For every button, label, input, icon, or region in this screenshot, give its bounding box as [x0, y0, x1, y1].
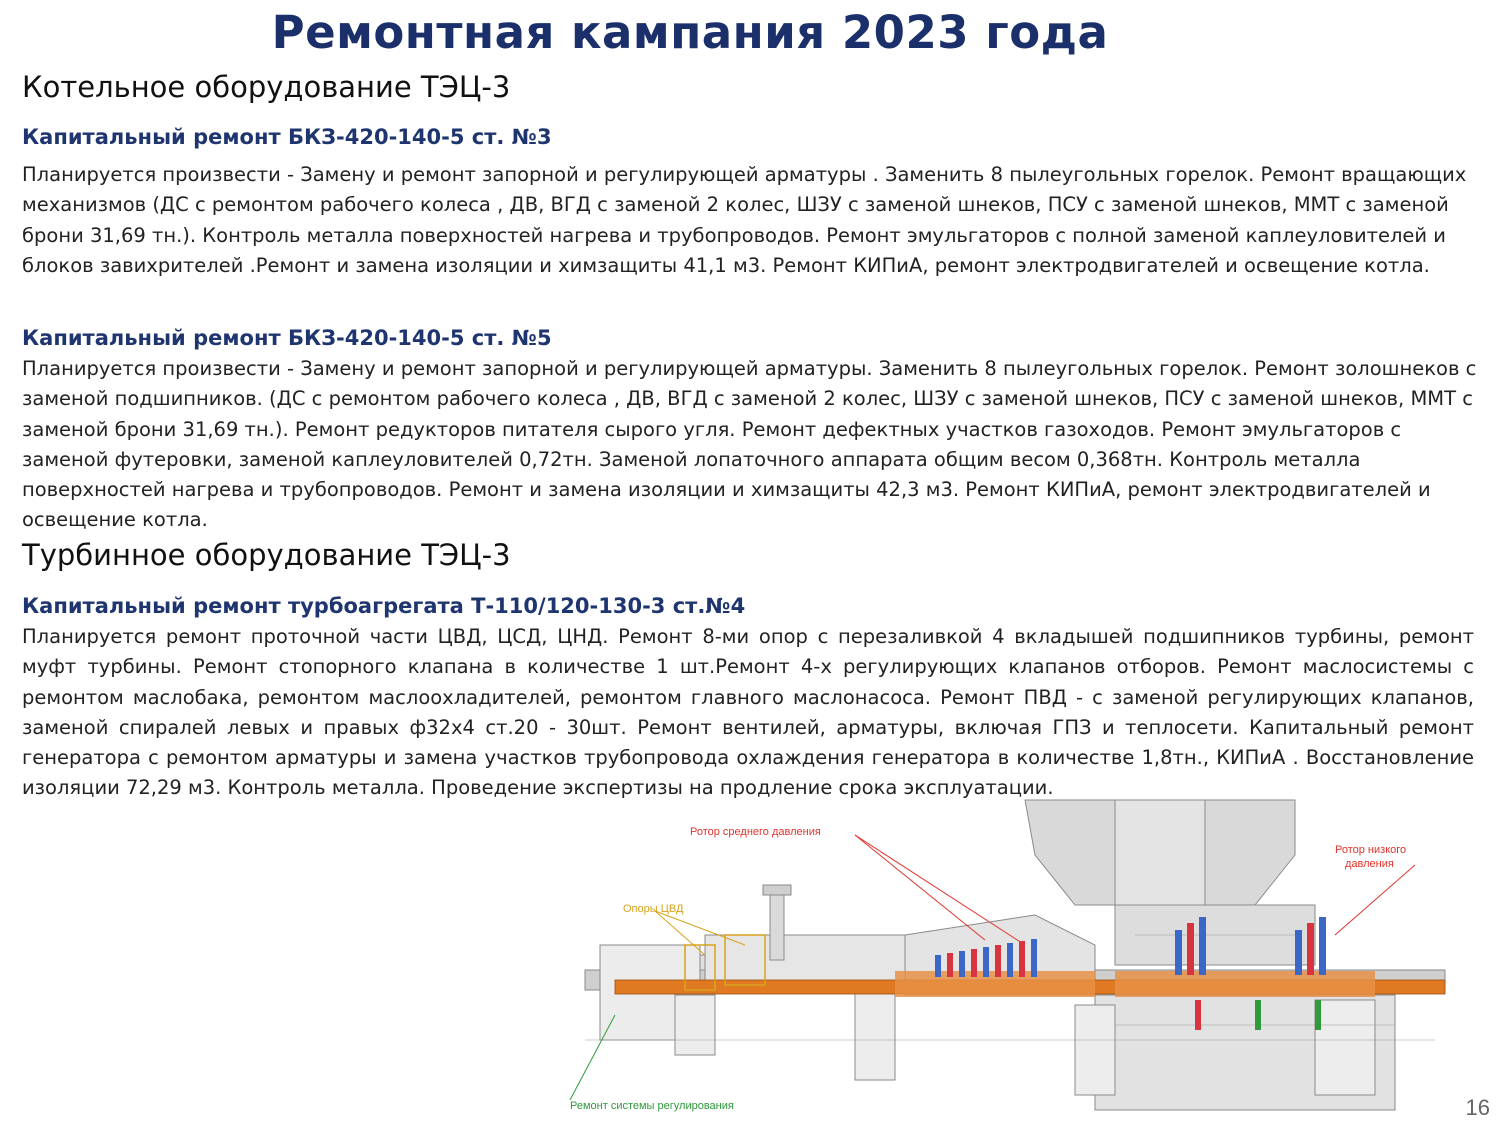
hp-casing — [705, 935, 905, 985]
label-rotor-mid: Ротор среднего давления — [690, 826, 821, 838]
label-supports-hp: Опоры ЦВД — [623, 903, 684, 915]
subheading-boiler-5: Капитальный ремонт БКЗ-420-140-5 ст. №5 — [22, 326, 552, 350]
callout-line-ip — [855, 835, 1025, 945]
callout-line-lp — [1335, 865, 1415, 935]
section-heading-boiler: Котельное оборудование ТЭЦ-3 — [22, 70, 511, 104]
slide-title: Ремонтная кампания 2023 года — [271, 6, 1109, 59]
callout-line-regulation — [570, 1015, 615, 1100]
label-rotor-low-1: Ротор низкого — [1335, 844, 1407, 856]
section-heading-turbine: Турбинное оборудование ТЭЦ-3 — [22, 538, 511, 572]
turbine-diagram — [555, 795, 1455, 1120]
text-boiler-3: Планируется произвести - Замену и ремонт запорной и регулирующей арматуры . Заменить 8 пылеугольных горелок. Ремонт вращающих механизмов (ДС с ремонтом рабочего колеса , ДВ, ВГД с заменой 2 колес, ШЗУ с заменой шнеков, ПСУ с заменой шнеков, ММТ с заменой брони 31,69 тн.). Контроль металла поверхностей нагрева и трубопроводов. Ремонт эмульгаторов с полной заменой каплеуловителей и блоков завихрителей .Ремонт и замена изоляции и химзащиты 41,1 м3. Ремонт КИПиА, ремонт электродвигателей и освещение котла. — [22, 163, 1467, 277]
subheading-turbine-4: Капитальный ремонт турбоагрегата Т-110/120-130-3 ст.№4 — [22, 594, 746, 618]
turbine-cross-section-figure — [555, 795, 1455, 1120]
subheading-boiler-3: Капитальный ремонт БКЗ-420-140-5 ст. №3 — [22, 125, 552, 149]
lp-center-block — [1115, 800, 1205, 905]
label-regulation: Ремонт системы регулирования — [570, 1100, 734, 1112]
page-number: 16 — [1465, 1095, 1490, 1120]
label-rotor-low-2: давления — [1345, 858, 1394, 870]
text-boiler-5: Планируется произвести - Замену и ремонт запорной и регулирующей арматуры. Заменить 8 пылеугольных горелок. Ремонт золошнеков с заменой подшипников. (ДС с ремонтом рабочего колеса , ДВ, ВГД с заменой 2 колес, ШЗУ с заменой шнеков, ПСУ с заменой шнеков, ММТ с заменой брони 31,69 тн.). Ремонт редукторов питателя сырого угля. Ремонт дефектных участков газоходов. Ремонт эмульгаторов с заменой футеровки, заменой каплеуловителей 0,72тн. Заменой лопаточного аппарата общим весом 0,368тн. Контроль металла поверхностей нагрева и трубопроводов. Ремонт и замена изоляции и химзащиты 42,3 м3. Ремонт КИПиА, ремонт электродвигателей и освещение котла. — [22, 357, 1477, 532]
lp-rotor — [1115, 971, 1375, 997]
text-turbine-4: Планируется ремонт проточной части ЦВД, ЦСД, ЦНД. Ремонт 8-ми опор с перезаливкой 4 вкладышей подшипников турбины, ремонт муфт турбины. Ремонт стопорного клапана в количестве 1 шт.Ремонт 4-х регулирующих клапанов отборов. Ремонт маслосистемы с ремонтом маслобака, ремонтом маслоохладителей, ремонтом главного маслонасоса. Ремонт ПВД - с заменой регулирующих клапанов, заменой спиралей левых и правых ф32х4 ст.20 - 30шт. Ремонт вентилей, арматуры, включая ГПЗ и теплосети. Капитальный ремонт генератора с ремонтом арматуры и замена участков трубопровода охлаждения генератора в количестве 1,8тн., КИПиА . Восстановление изоляции 72,29 м3. Контроль металла. Проведение экспертизы на продление срока эксплуатации. — [22, 625, 1474, 800]
